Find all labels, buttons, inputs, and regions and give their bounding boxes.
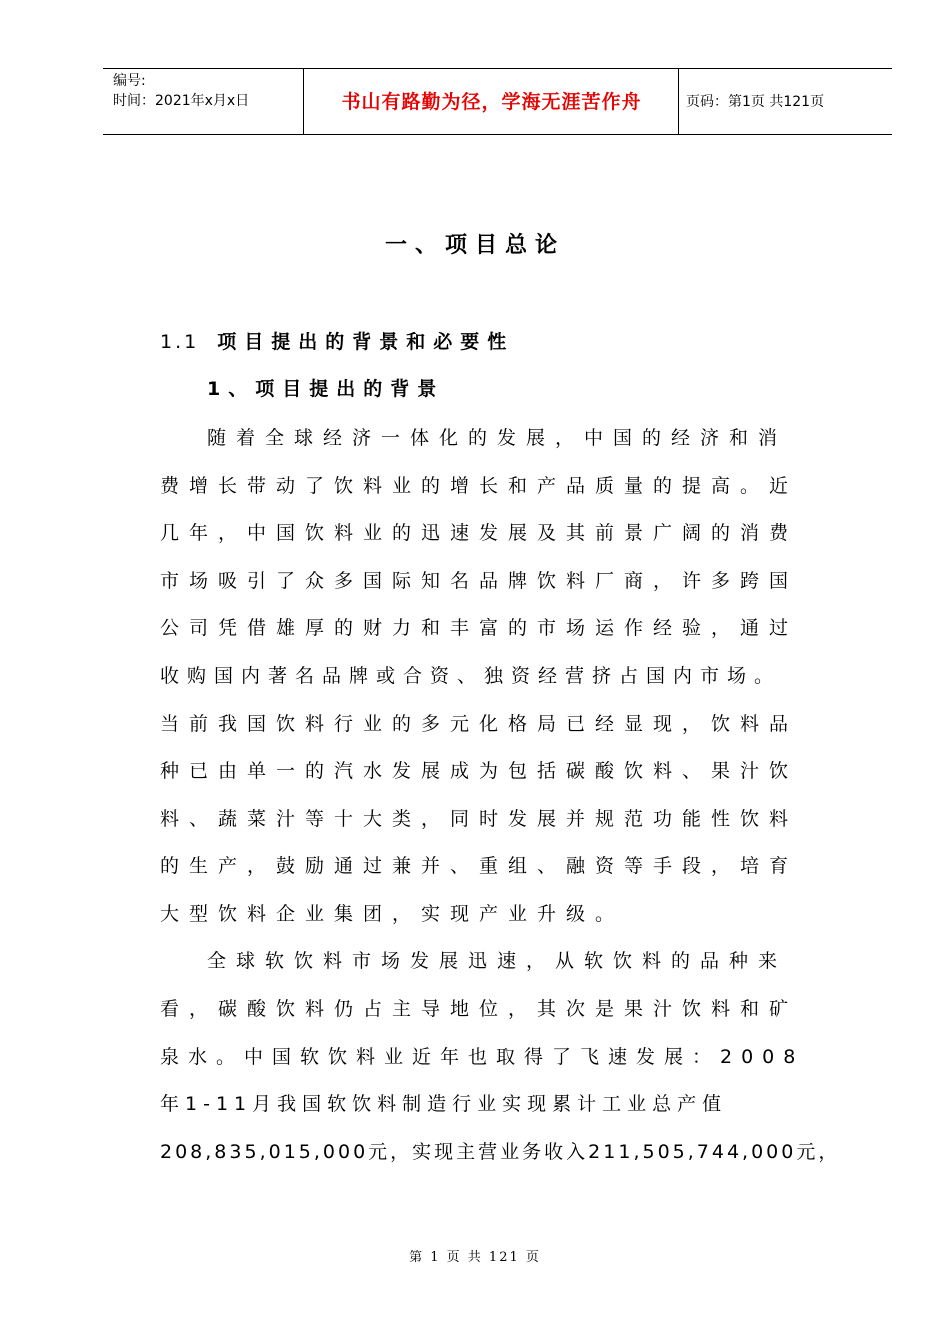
header-divider: [303, 69, 304, 134]
body-line: 的生产，鼓励通过兼并、重组、融资等手段，培育: [160, 855, 799, 877]
body-line: 年1-11月我国软饮料制造行业实现累计工业总产值: [160, 1093, 728, 1115]
body-line: 当前我国饮料行业的多元化格局已经显现，饮料品: [160, 713, 799, 735]
body-line: 随着全球经济一体化的发展，中国的经济和消: [207, 427, 788, 449]
body-line: 收购国内著名品牌或合资、独资经营挤占国内市场。: [160, 665, 782, 687]
body-line: 市场吸引了众多国际知名品牌饮料厂商，许多跨国: [160, 570, 799, 592]
body-line: 看，碳酸饮料仍占主导地位，其次是果汁饮料和矿: [160, 998, 799, 1020]
header-divider: [678, 69, 679, 134]
document-title: 一、项目总论: [384, 233, 565, 258]
page-header: [103, 68, 892, 135]
body-line: 料、蔬菜汁等十大类，同时发展并规范功能性饮料: [160, 808, 799, 830]
section-heading-text: 项目提出的背景和必要性: [217, 331, 515, 353]
time-label: 时间：2021年x月x日: [113, 93, 250, 109]
header-motto: 书山有路勤为径，学海无涯苦作舟: [341, 91, 642, 113]
body-line: 公司凭借雄厚的财力和丰富的市场运作经验，通过: [160, 617, 799, 639]
body-line: 全球软饮料市场发展迅速，从软饮料的品种来: [207, 950, 788, 972]
header-page-info: 页码：第1页 共121页: [686, 94, 825, 110]
body-line: 费增长带动了饮料业的增长和产品质量的提高。近: [160, 475, 799, 497]
body-line: 208,835,015,000元，实现主营业务收入211,505,744,000元，: [160, 1141, 841, 1163]
body-line: 泉水。中国软饮料业近年也取得了飞速发展：2008: [160, 1046, 805, 1068]
body-line: 几年，中国饮料业的迅速发展及其前景广阔的消费: [160, 522, 799, 544]
header-meta: [113, 71, 249, 111]
page-footer: 第 1 页 共 121 页: [409, 1250, 541, 1265]
body-line: 大型饮料企业集团，实现产业升级。: [160, 903, 625, 925]
subsection-heading: 1、项目提出的背景: [207, 378, 445, 400]
section-number: 1.1: [160, 331, 200, 353]
number-label: 编号:: [113, 73, 146, 89]
body-line: 种已由单一的汽水发展成为包括碳酸饮料、果汁饮: [160, 760, 799, 782]
section-heading: [160, 327, 514, 354]
